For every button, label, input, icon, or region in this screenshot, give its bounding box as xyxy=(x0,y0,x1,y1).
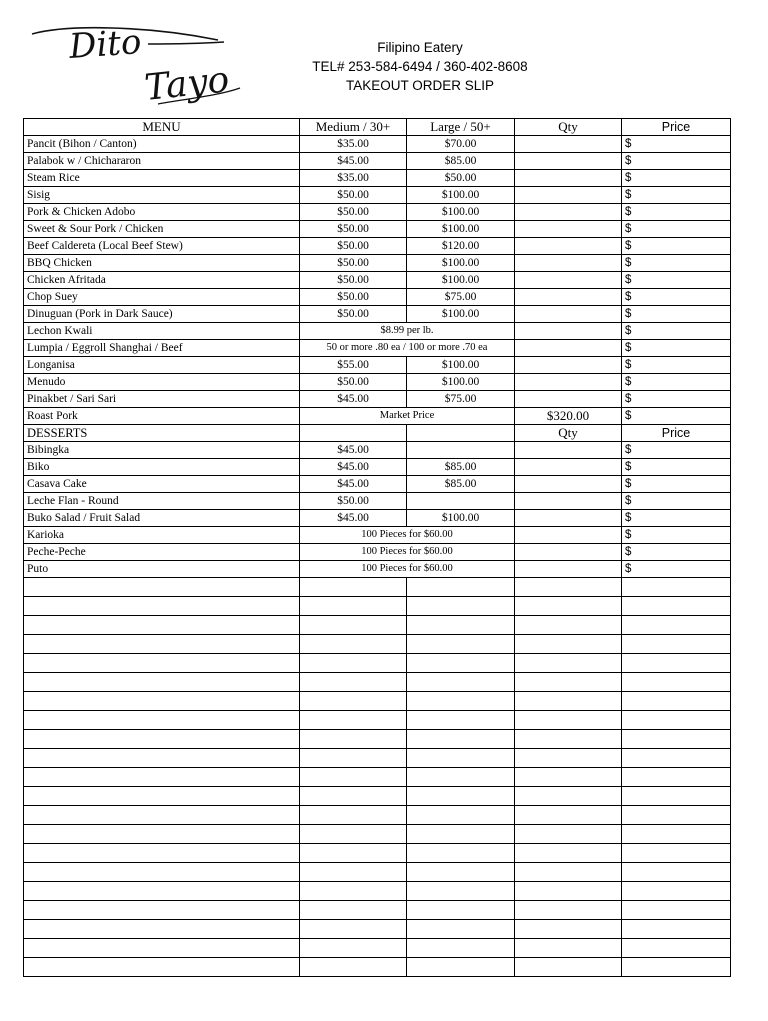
blank-order-row xyxy=(24,806,731,825)
dessert-item-row xyxy=(24,510,731,527)
qty-cell[interactable] xyxy=(515,493,622,510)
price-cell[interactable]: $ xyxy=(622,510,731,527)
price-column-header: Price xyxy=(622,119,731,136)
item-price-note: 100 Pieces for $60.00 xyxy=(300,544,515,561)
blank-price-cell[interactable] xyxy=(622,863,731,882)
item-name: Beef Caldereta (Local Beef Stew) xyxy=(24,238,300,255)
blank-item-cell[interactable] xyxy=(24,635,300,654)
large-price: $100.00 xyxy=(407,255,515,272)
blank-cell[interactable] xyxy=(300,635,407,654)
blank-cell[interactable] xyxy=(300,768,407,787)
blank-item-cell[interactable] xyxy=(24,692,300,711)
blank-cell[interactable] xyxy=(300,806,407,825)
item-name: Lechon Kwali xyxy=(24,323,300,340)
item-name: Leche Flan - Round xyxy=(24,493,300,510)
blank-price-cell[interactable] xyxy=(622,654,731,673)
price-cell[interactable]: $ xyxy=(622,255,731,272)
item-name: Pinakbet / Sari Sari xyxy=(24,391,300,408)
blank-cell[interactable] xyxy=(300,654,407,673)
blank-cell[interactable] xyxy=(407,920,515,939)
price-cell[interactable]: $ xyxy=(622,306,731,323)
medium-price: $50.00 xyxy=(300,238,407,255)
large-price: $100.00 xyxy=(407,204,515,221)
large-price: $85.00 xyxy=(407,153,515,170)
price-cell[interactable]: $ xyxy=(622,374,731,391)
qty-cell[interactable] xyxy=(515,306,622,323)
item-name: Biko xyxy=(24,459,300,476)
price-cell[interactable]: $ xyxy=(622,323,731,340)
order-table-body xyxy=(24,119,731,977)
price-cell[interactable]: $ xyxy=(622,442,731,459)
blank-item-cell[interactable] xyxy=(24,787,300,806)
blank-cell[interactable] xyxy=(300,711,407,730)
qty-cell[interactable] xyxy=(515,153,622,170)
medium-price: $55.00 xyxy=(300,357,407,374)
menu-column-header: MENU xyxy=(24,119,300,136)
blank-qty-cell[interactable] xyxy=(515,863,622,882)
blank-cell[interactable] xyxy=(407,730,515,749)
large-price: $100.00 xyxy=(407,306,515,323)
blank-cell[interactable] xyxy=(407,635,515,654)
item-price-note: 100 Pieces for $60.00 xyxy=(300,561,515,578)
blank-item-cell[interactable] xyxy=(24,825,300,844)
blank-qty-cell[interactable] xyxy=(515,825,622,844)
dessert-qty-header: Qty xyxy=(515,425,622,442)
blank-order-row xyxy=(24,749,731,768)
blank-cell[interactable] xyxy=(407,825,515,844)
blank-item-cell[interactable] xyxy=(24,597,300,616)
blank-order-row xyxy=(24,616,731,635)
header-block xyxy=(290,38,550,95)
item-name: Steam Rice xyxy=(24,170,300,187)
blank-cell[interactable] xyxy=(300,787,407,806)
blank-price-cell[interactable] xyxy=(622,901,731,920)
blank-cell[interactable] xyxy=(300,901,407,920)
price-cell[interactable]: $ xyxy=(622,408,731,425)
menu-item-row xyxy=(24,238,731,255)
blank-order-row xyxy=(24,673,731,692)
qty-cell[interactable] xyxy=(515,170,622,187)
large-price: $75.00 xyxy=(407,391,515,408)
qty-cell[interactable] xyxy=(515,204,622,221)
qty-cell[interactable]: $320.00 xyxy=(515,408,622,425)
blank-item-cell[interactable] xyxy=(24,882,300,901)
qty-cell[interactable] xyxy=(515,544,622,561)
blank-price-cell[interactable] xyxy=(622,825,731,844)
blank-cell[interactable] xyxy=(407,787,515,806)
medium-price: $50.00 xyxy=(300,221,407,238)
qty-cell[interactable] xyxy=(515,374,622,391)
medium-price: $45.00 xyxy=(300,153,407,170)
blank-order-row xyxy=(24,958,731,977)
blank-order-row xyxy=(24,920,731,939)
blank-cell[interactable] xyxy=(407,768,515,787)
blank-order-row xyxy=(24,882,731,901)
item-name: Palabok w / Chichararon xyxy=(24,153,300,170)
large-price xyxy=(407,442,515,459)
qty-cell[interactable] xyxy=(515,187,622,204)
blank-item-cell[interactable] xyxy=(24,730,300,749)
qty-cell[interactable] xyxy=(515,510,622,527)
blank-item-cell[interactable] xyxy=(24,939,300,958)
price-cell[interactable]: $ xyxy=(622,289,731,306)
qty-cell[interactable] xyxy=(515,289,622,306)
blank-cell[interactable] xyxy=(407,882,515,901)
menu-item-row xyxy=(24,289,731,306)
item-name: Pancit (Bihon / Canton) xyxy=(24,136,300,153)
blank-cell[interactable] xyxy=(300,863,407,882)
medium-price: $50.00 xyxy=(300,272,407,289)
blank-cell[interactable] xyxy=(407,597,515,616)
item-name: BBQ Chicken xyxy=(24,255,300,272)
qty-cell[interactable] xyxy=(515,391,622,408)
blank-qty-cell[interactable] xyxy=(515,673,622,692)
slip-title: TAKEOUT ORDER SLIP xyxy=(345,78,495,93)
qty-cell[interactable] xyxy=(515,340,622,357)
medium-price: $50.00 xyxy=(300,289,407,306)
qty-cell[interactable] xyxy=(515,442,622,459)
desserts-header-row xyxy=(24,425,731,442)
large-price: $100.00 xyxy=(407,374,515,391)
large-price: $100.00 xyxy=(407,272,515,289)
large-price: $85.00 xyxy=(407,459,515,476)
price-cell[interactable]: $ xyxy=(622,153,731,170)
menu-item-row xyxy=(24,221,731,238)
dessert-item-row xyxy=(24,544,731,561)
medium-price: $50.00 xyxy=(300,493,407,510)
blank-item-cell[interactable] xyxy=(24,806,300,825)
blank-order-row xyxy=(24,901,731,920)
medium-column-header: Medium / 30+ xyxy=(300,119,407,136)
blank-cell[interactable] xyxy=(300,730,407,749)
desserts-section-label: DESSERTS xyxy=(24,425,300,442)
price-cell[interactable]: $ xyxy=(622,391,731,408)
blank-item-cell[interactable] xyxy=(24,578,300,597)
blank-price-cell[interactable] xyxy=(622,692,731,711)
dessert-item-row xyxy=(24,561,731,578)
menu-item-row xyxy=(24,340,731,357)
blank-qty-cell[interactable] xyxy=(515,806,622,825)
blank-cell[interactable] xyxy=(407,749,515,768)
blank-qty-cell[interactable] xyxy=(515,920,622,939)
blank-price-cell[interactable] xyxy=(622,616,731,635)
blank-qty-cell[interactable] xyxy=(515,939,622,958)
menu-item-row xyxy=(24,204,731,221)
qty-cell[interactable] xyxy=(515,561,622,578)
price-cell[interactable]: $ xyxy=(622,340,731,357)
menu-item-row xyxy=(24,136,731,153)
blank-item-cell[interactable] xyxy=(24,901,300,920)
blank-order-row xyxy=(24,597,731,616)
blank-order-row xyxy=(24,578,731,597)
dessert-price-header: Price xyxy=(622,425,731,442)
blank-cell[interactable] xyxy=(407,863,515,882)
blank-price-cell[interactable] xyxy=(622,806,731,825)
menu-item-row xyxy=(24,374,731,391)
item-name: Dinuguan (Pork in Dark Sauce) xyxy=(24,306,300,323)
menu-item-row xyxy=(24,306,731,323)
blank-qty-cell[interactable] xyxy=(515,711,622,730)
logo-word-tayo: Tayo xyxy=(142,59,232,109)
price-cell[interactable]: $ xyxy=(622,493,731,510)
blank-cell[interactable] xyxy=(407,692,515,711)
medium-price: $50.00 xyxy=(300,306,407,323)
blank-order-row xyxy=(24,768,731,787)
price-cell[interactable]: $ xyxy=(622,238,731,255)
blank-price-cell[interactable] xyxy=(622,787,731,806)
menu-item-row xyxy=(24,187,731,204)
blank-cell[interactable] xyxy=(407,844,515,863)
blank-cell[interactable] xyxy=(407,958,515,977)
blank-price-cell[interactable] xyxy=(622,711,731,730)
price-cell[interactable]: $ xyxy=(622,459,731,476)
blank-cell[interactable] xyxy=(300,939,407,958)
blank-cell[interactable] xyxy=(407,654,515,673)
blank-price-cell[interactable] xyxy=(622,673,731,692)
menu-item-row xyxy=(24,153,731,170)
blank-order-row xyxy=(24,825,731,844)
price-cell[interactable]: $ xyxy=(622,204,731,221)
medium-price: $35.00 xyxy=(300,170,407,187)
large-price xyxy=(407,493,515,510)
qty-cell[interactable] xyxy=(515,221,622,238)
blank-price-cell[interactable] xyxy=(622,578,731,597)
dessert-item-row xyxy=(24,459,731,476)
blank-qty-cell[interactable] xyxy=(515,787,622,806)
blank-order-row xyxy=(24,692,731,711)
blank-cell[interactable] xyxy=(407,578,515,597)
item-name: Bibingka xyxy=(24,442,300,459)
medium-price: $45.00 xyxy=(300,459,407,476)
blank-item-cell[interactable] xyxy=(24,920,300,939)
medium-price: $45.00 xyxy=(300,391,407,408)
menu-item-row xyxy=(24,323,731,340)
restaurant-logo xyxy=(28,18,256,110)
blank-qty-cell[interactable] xyxy=(515,844,622,863)
item-price-note: 100 Pieces for $60.00 xyxy=(300,527,515,544)
blank-qty-cell[interactable] xyxy=(515,654,622,673)
blank-price-cell[interactable] xyxy=(622,939,731,958)
dessert-item-row xyxy=(24,493,731,510)
blank-qty-cell[interactable] xyxy=(515,730,622,749)
item-name: Casava Cake xyxy=(24,476,300,493)
blank-order-row xyxy=(24,844,731,863)
qty-cell[interactable] xyxy=(515,527,622,544)
menu-item-row xyxy=(24,357,731,374)
dessert-item-row xyxy=(24,476,731,493)
blank-order-row xyxy=(24,787,731,806)
item-name: Karioka xyxy=(24,527,300,544)
blank-qty-cell[interactable] xyxy=(515,578,622,597)
qty-column-header: Qty xyxy=(515,119,622,136)
phone-numbers: TEL# 253-584-6494 / 360-402-8608 xyxy=(312,59,528,74)
blank-qty-cell[interactable] xyxy=(515,597,622,616)
blank-item-cell[interactable] xyxy=(24,654,300,673)
blank-item-cell[interactable] xyxy=(24,673,300,692)
logo-word-dito: Dito xyxy=(67,22,143,67)
qty-cell[interactable] xyxy=(515,476,622,493)
blank-price-cell[interactable] xyxy=(622,882,731,901)
blank-qty-cell[interactable] xyxy=(515,901,622,920)
menu-item-row xyxy=(24,272,731,289)
blank-cell[interactable] xyxy=(300,692,407,711)
qty-cell[interactable] xyxy=(515,357,622,374)
price-cell[interactable]: $ xyxy=(622,476,731,493)
blank-item-cell[interactable] xyxy=(24,768,300,787)
large-price: $50.00 xyxy=(407,170,515,187)
blank-price-cell[interactable] xyxy=(622,730,731,749)
blank-cell[interactable] xyxy=(407,939,515,958)
blank-cell[interactable] xyxy=(300,958,407,977)
blank-price-cell[interactable] xyxy=(622,768,731,787)
dessert-item-row xyxy=(24,442,731,459)
blank-order-row xyxy=(24,863,731,882)
medium-price: $45.00 xyxy=(300,476,407,493)
price-cell[interactable]: $ xyxy=(622,272,731,289)
blank-price-cell[interactable] xyxy=(622,920,731,939)
large-price: $100.00 xyxy=(407,357,515,374)
menu-header-row xyxy=(24,119,731,136)
item-name: Lumpia / Eggroll Shanghai / Beef xyxy=(24,340,300,357)
blank-cell[interactable] xyxy=(300,882,407,901)
blank-qty-cell[interactable] xyxy=(515,958,622,977)
blank-item-cell[interactable] xyxy=(24,844,300,863)
price-cell[interactable]: $ xyxy=(622,561,731,578)
qty-cell[interactable] xyxy=(515,459,622,476)
qty-cell[interactable] xyxy=(515,255,622,272)
large-price: $75.00 xyxy=(407,289,515,306)
price-cell[interactable]: $ xyxy=(622,357,731,374)
item-name: Buko Salad / Fruit Salad xyxy=(24,510,300,527)
medium-price: $50.00 xyxy=(300,374,407,391)
blank-order-row xyxy=(24,939,731,958)
blank-order-row xyxy=(24,711,731,730)
blank-item-cell[interactable] xyxy=(24,711,300,730)
blank-cell[interactable] xyxy=(300,616,407,635)
blank-cell[interactable] xyxy=(300,920,407,939)
menu-item-row xyxy=(24,391,731,408)
large-price: $100.00 xyxy=(407,221,515,238)
blank-item-cell[interactable] xyxy=(24,863,300,882)
large-column-header: Large / 50+ xyxy=(407,119,515,136)
medium-price: $50.00 xyxy=(300,187,407,204)
blank-cell[interactable] xyxy=(407,711,515,730)
price-cell[interactable]: $ xyxy=(622,527,731,544)
large-price: $70.00 xyxy=(407,136,515,153)
blank-qty-cell[interactable] xyxy=(515,768,622,787)
item-name: Menudo xyxy=(24,374,300,391)
blank-cell[interactable] xyxy=(300,749,407,768)
qty-cell[interactable] xyxy=(515,272,622,289)
blank-cell[interactable] xyxy=(407,616,515,635)
menu-item-row xyxy=(24,170,731,187)
menu-item-row xyxy=(24,408,731,425)
item-price-note: $8.99 per lb. xyxy=(300,323,515,340)
medium-price: $45.00 xyxy=(300,442,407,459)
blank-cell[interactable] xyxy=(300,844,407,863)
blank-item-cell[interactable] xyxy=(24,749,300,768)
blank-qty-cell[interactable] xyxy=(515,616,622,635)
blank-price-cell[interactable] xyxy=(622,635,731,654)
item-name: Roast Pork xyxy=(24,408,300,425)
blank-cell[interactable] xyxy=(300,673,407,692)
blank-qty-cell[interactable] xyxy=(515,692,622,711)
item-price-note: Market Price xyxy=(300,408,515,425)
qty-cell[interactable] xyxy=(515,238,622,255)
blank-price-cell[interactable] xyxy=(622,749,731,768)
blank-price-cell[interactable] xyxy=(622,958,731,977)
price-cell[interactable]: $ xyxy=(622,136,731,153)
qty-cell[interactable] xyxy=(515,136,622,153)
blank-item-cell[interactable] xyxy=(24,616,300,635)
large-price: $85.00 xyxy=(407,476,515,493)
medium-price: $35.00 xyxy=(300,136,407,153)
blank-qty-cell[interactable] xyxy=(515,882,622,901)
menu-item-row xyxy=(24,255,731,272)
blank-order-row xyxy=(24,730,731,749)
blank-price-cell[interactable] xyxy=(622,597,731,616)
restaurant-name: Filipino Eatery xyxy=(377,40,463,55)
blank-cell[interactable] xyxy=(407,806,515,825)
medium-price: $50.00 xyxy=(300,204,407,221)
blank-order-row xyxy=(24,654,731,673)
medium-price: $50.00 xyxy=(300,255,407,272)
blank-cell[interactable] xyxy=(300,825,407,844)
price-cell[interactable]: $ xyxy=(622,221,731,238)
item-name: Sisig xyxy=(24,187,300,204)
blank-item-cell[interactable] xyxy=(24,958,300,977)
price-cell[interactable]: $ xyxy=(622,170,731,187)
item-name: Chop Suey xyxy=(24,289,300,306)
blank-order-row xyxy=(24,635,731,654)
blank-cell[interactable] xyxy=(407,673,515,692)
order-table xyxy=(23,118,731,977)
item-name: Peche-Peche xyxy=(24,544,300,561)
item-name: Pork & Chicken Adobo xyxy=(24,204,300,221)
item-name: Longanisa xyxy=(24,357,300,374)
medium-price: $45.00 xyxy=(300,510,407,527)
price-cell[interactable]: $ xyxy=(622,544,731,561)
price-cell[interactable]: $ xyxy=(622,187,731,204)
item-name: Puto xyxy=(24,561,300,578)
empty-cell xyxy=(407,425,515,442)
blank-cell[interactable] xyxy=(407,901,515,920)
item-price-note: 50 or more .80 ea / 100 or more .70 ea xyxy=(300,340,515,357)
blank-cell[interactable] xyxy=(300,597,407,616)
large-price: $100.00 xyxy=(407,187,515,204)
item-name: Sweet & Sour Pork / Chicken xyxy=(24,221,300,238)
blank-qty-cell[interactable] xyxy=(515,635,622,654)
item-name: Chicken Afritada xyxy=(24,272,300,289)
dessert-item-row xyxy=(24,527,731,544)
blank-price-cell[interactable] xyxy=(622,844,731,863)
large-price: $120.00 xyxy=(407,238,515,255)
blank-cell[interactable] xyxy=(300,578,407,597)
blank-qty-cell[interactable] xyxy=(515,749,622,768)
empty-cell xyxy=(300,425,407,442)
qty-cell[interactable] xyxy=(515,323,622,340)
large-price: $100.00 xyxy=(407,510,515,527)
